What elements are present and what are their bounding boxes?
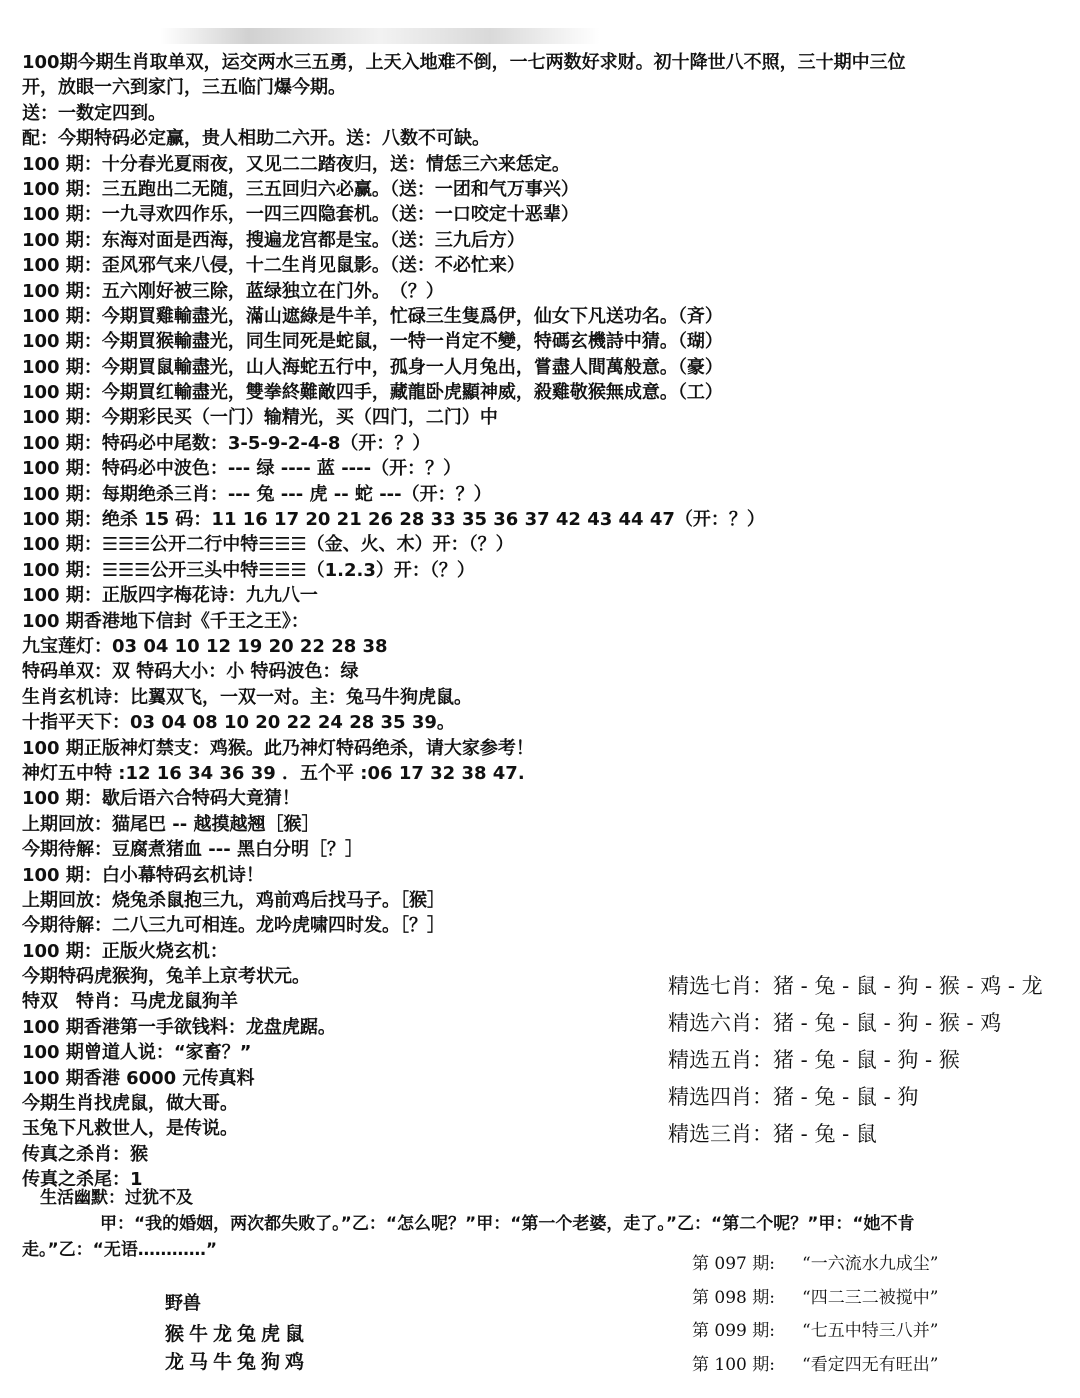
- text-line: 100 期：☰☰☰公开三头中特☰☰☰（1.2.3）开：（？）: [22, 559, 475, 581]
- text-line: 100 期：特码必中波色：--- 绿 ---- 蓝 ----（开：？）: [22, 458, 462, 480]
- text-line: 100 期香港第一手欲钱料：龙盘虎踞。: [22, 1016, 336, 1038]
- beast-row: 猴牛龙兔虎鼠: [165, 1323, 310, 1345]
- text-line: 100 期：今期買猴輸盡光，同生同死是蛇鼠，一特一肖定不變，特碼玄機詩中猜。（瑚）: [22, 331, 723, 353]
- text-line: 今期待解：豆腐煮猪血 --- 黑白分明［？］: [22, 839, 363, 861]
- text-line: 100 期：五六刚好被三除，蓝绿独立在门外。 （？）: [22, 280, 444, 302]
- text-line: 100 期：歪风邪气来八侵，十二生肖见鼠影。（送：不必忙来）: [22, 255, 525, 277]
- text-line: 100期今期生肖取单双，运交两水三五勇，上天入地难不倒，一七两数好求财。初十降世八不照，三十期中三位: [22, 52, 906, 73]
- text-line: 特码单双：双 特码大小：小 特码波色：绿: [22, 661, 359, 683]
- text-line: 今期特码虎猴狗，兔羊上京考状元。: [22, 966, 310, 988]
- history-row: [692, 1282, 1072, 1316]
- text-line: 开，放眼一六到家门，三五临门爆今期。: [22, 77, 346, 99]
- text-line: 特双 特肖：马虎龙鼠狗羊: [22, 991, 238, 1013]
- text-line: 100 期：东海对面是西海，搜遍龙宫都是宝。（送：三九后方）: [22, 229, 525, 251]
- text-line: 100 期香港 6000 元传真料: [22, 1067, 255, 1089]
- history-text: “七五中特三八并”: [802, 1321, 939, 1341]
- history-panel: [692, 1248, 1072, 1382]
- history-row: [692, 1315, 1072, 1349]
- history-row: [692, 1248, 1072, 1282]
- humor-text-line: 走。”乙：“无语…………”: [22, 1240, 218, 1260]
- text-line: 上期回放：烧兔杀鼠抱三九，鸡前鸡后找马子。［猴］: [22, 889, 445, 911]
- text-line: 上期回放：猫尾巴 -- 越摸越翘［猴］: [22, 813, 320, 835]
- text-line: 100 期：正版四字梅花诗：九九八一: [22, 585, 318, 607]
- text-line: 100 期：今期買雞輸盡光，滿山遮綠是牛羊，忙碌三生隻爲伊，仙女下凡送功名。（斉）: [22, 305, 723, 327]
- history-text: “看定四无有旺出”: [802, 1354, 939, 1375]
- text-line: 100 期：十分春光夏雨夜，又见二二踏夜归，送：情恁三六来恁定。: [22, 153, 570, 175]
- text-line: 十指平天下：03 04 08 10 20 22 24 28 35 39。: [22, 712, 455, 734]
- text-line: 100 期：今期買红輸盡光，雙拳終難敵四手，藏龍卧虎顯神威，殺雞敬猴無成意。（工）: [22, 382, 723, 404]
- zodiac-selection-panel: [668, 968, 1068, 1153]
- header-smudge: [160, 28, 600, 44]
- history-period: 第 099 期:: [692, 1321, 775, 1341]
- text-line: 传真之杀肖：猴: [22, 1143, 148, 1165]
- selection-line: 精选七肖：猪 - 兔 - 鼠 - 狗 - 猴 - 鸡 - 龙: [668, 974, 1043, 998]
- text-line: 100 期：☰☰☰公开二行中特☰☰☰（金、火、木）开：（？）: [22, 534, 514, 556]
- history-row: [692, 1349, 1072, 1383]
- text-line: 配：今期特码必定赢，贵人相助二六开。送：八数不可缺。: [22, 128, 490, 150]
- humor-title: 生活幽默：过犹不及: [40, 1188, 193, 1208]
- selection-line: 精选六肖：猪 - 兔 - 鼠 - 狗 - 猴 - 鸡: [668, 1011, 1002, 1035]
- text-line: 100 期：白小幕特码玄机诗！: [22, 864, 264, 886]
- text-line: 今期生肖找虎鼠，做大哥。: [22, 1093, 238, 1115]
- text-line: 100 期：今期買鼠輸盡光，山人海蛇五行中，孤身一人月兔出，嘗盡人間萬般意。（豪）: [22, 356, 723, 378]
- text-line: 100 期曾道人说：“家畜？”: [22, 1042, 252, 1064]
- humor-text-line: 甲：“我的婚姻，两次都失败了。”乙：“怎么呢？”甲：“第一个老婆，走了。”乙：“第二个呢？”甲：“她不肯: [100, 1214, 915, 1234]
- text-line: 生肖玄机诗：比翼双飞，一双一对。主：兔马牛狗虎鼠。: [22, 686, 472, 708]
- text-line: 今期待解：二八三九可相连。龙吟虎啸四时发。［？］: [22, 915, 445, 937]
- text-line: 玉兔下凡救世人，是传说。: [22, 1118, 238, 1140]
- text-line: 神灯五中特 :12 16 34 36 39 ．五个平 :06 17 32 38 47.: [22, 762, 525, 784]
- beast-section: [165, 1290, 365, 1376]
- selection-line: 精选三肖：猪 - 兔 - 鼠: [668, 1122, 877, 1146]
- text-line: 100 期：绝杀 15 码：11 16 17 20 21 26 28 33 35 36 37 42 43 44 47（开：？）: [22, 509, 765, 531]
- text-line: 送：一数定四到。: [22, 102, 166, 124]
- history-text: “四二三二被搅中”: [802, 1287, 939, 1308]
- text-line: 100 期：三五跑出二无随，三五回归六必赢。（送：一团和气万事兴）: [22, 178, 579, 200]
- text-line: 100 期：一九寻欢四作乐，一四三四隐套机。（送：一口咬定十恶辈）: [22, 204, 579, 226]
- text-line: 100 期：今期彩民买（一门）输精光，买（四门，二门）中: [22, 407, 498, 429]
- history-period: 第 097 期:: [692, 1254, 775, 1274]
- history-period: 第 098 期:: [692, 1287, 775, 1308]
- text-line: 九宝莲灯：03 04 10 12 19 20 22 28 38: [22, 635, 388, 657]
- beast-row: 龙马牛兔狗鸡: [165, 1351, 310, 1373]
- text-line: 100 期：每期绝杀三肖：--- 兔 --- 虎 -- 蛇 ---（开：？）: [22, 483, 492, 505]
- text-line: 100 期香港地下信封《千王之王》：: [22, 610, 309, 632]
- text-line: 100 期正版神灯禁支：鸡猴。此乃神灯特码绝杀，请大家参考！: [22, 737, 534, 759]
- selection-line: 精选四肖：猪 - 兔 - 鼠 - 狗: [668, 1085, 919, 1109]
- text-line: 传真之杀尾：1: [22, 1169, 143, 1191]
- selection-line: 精选五肖：猪 - 兔 - 鼠 - 狗 - 猴: [668, 1048, 960, 1072]
- beast-title: 野兽: [165, 1293, 201, 1314]
- history-period: 第 100 期:: [692, 1354, 775, 1375]
- text-line: 100 期：正版火烧玄机：: [22, 940, 228, 962]
- text-line: 100 期：歇后语六合特码大竟猜！: [22, 788, 300, 810]
- text-line: 100 期：特码必中尾数：3-5-9-2-4-8（开：？）: [22, 432, 431, 454]
- history-text: “一六流水九成尘”: [802, 1254, 939, 1274]
